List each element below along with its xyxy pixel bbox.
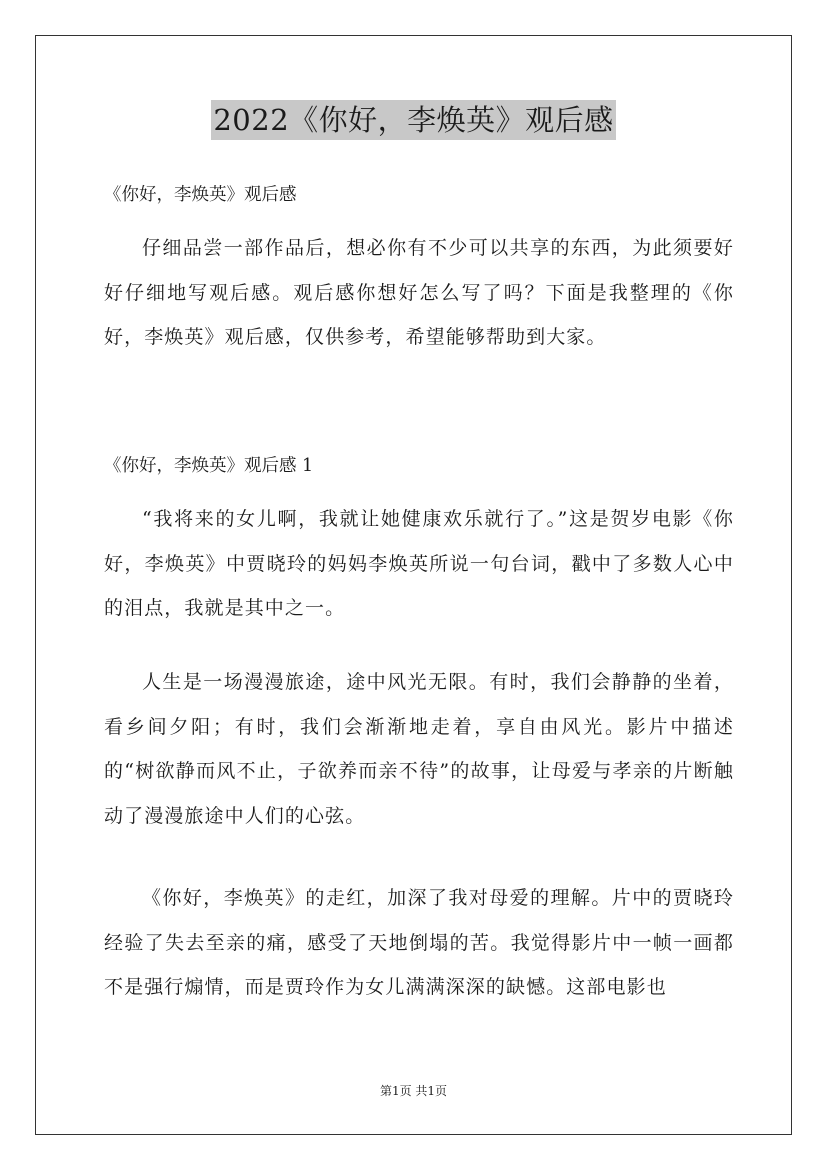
title-container: [0, 100, 827, 140]
body-paragraph-2: 人生是一场漫漫旅途，途中风光无限。有时，我们会静静的坐着，看乡间夕阳；有时，我们会渐渐地走着，享自由风光。影片中描述的“树欲静而风不止，子欲养而亲不待”的故事，让母爱与孝亲的片断触动了漫漫旅途中人们的心弦。: [104, 671, 734, 827]
document-title: 2022《你好，李焕英》观后感: [211, 100, 615, 140]
subtitle-heading: 《你好，李焕英》观后感: [104, 185, 297, 205]
page-footer: 第1页 共1页: [379, 1084, 448, 1098]
section-heading-1: 《你好，李焕英》观后感 1: [104, 456, 314, 476]
body-paragraph-1: “我将来的女儿啊，我就让她健康欢乐就行了。”这是贺岁电影《你好，李焕英》中贾晓玲的妈妈李焕英所说一句台词，戳中了多数人心中的泪点，我就是其中之一。: [104, 508, 734, 620]
body-paragraph-3: 《你好，李焕英》的走红，加深了我对母爱的理解。片中的贾晓玲经验了失去至亲的痛，感受了天地倒塌的苦。我觉得影片中一帧一画都不是强行煽情，而是贾玲作为女儿满满深深的缺憾。这部电影也: [104, 887, 734, 999]
intro-paragraph: 仔细品尝一部作品后，想必你有不少可以共享的东西，为此须要好好仔细地写观后感。观后感你想好怎么写了吗？下面是我整理的《你好，李焕英》观后感，仅供参考，希望能够帮助到大家。: [104, 237, 734, 349]
